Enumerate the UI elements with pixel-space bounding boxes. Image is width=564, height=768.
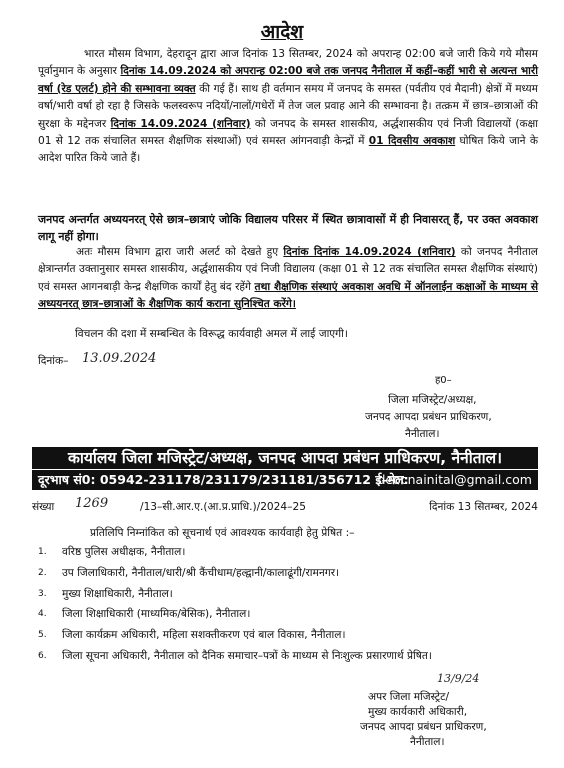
para3-highlight-online: तथा शैक्षणिक संस्थाएं अवकाश अवधि में ऑनलाईन कक्षाओं के माध्यम से अध्ययनरत् छात्र–छात्राओं के शैक्षणिक कार्य कराना सुनिश्चित करेंगे।	[38, 280, 538, 311]
para1-text-a: भारत मौसम विभाग, देहरादून द्वारा आज दिनांक 13 सितम्बर, 2024 को अपरान्ह 02:00 बजे जारी किये गये मौसम पूर्वानुमान के अनुसार	[38, 48, 538, 78]
para3-highlight-date: दिनांक दिनांक 14.09.2024 (शनिवार)	[283, 246, 456, 258]
list-item	[38, 649, 548, 670]
list-item-number: 2.	[38, 567, 47, 578]
sig2-line4: नैनीताल।	[410, 736, 445, 748]
para1-highlight-holiday: 01 दिवसीय अवकाश	[368, 135, 456, 148]
list-item-text: उप जिलाधिकारी, नैनीताल/धारी/श्री कैंचीधाम/हल्द्वानी/कालाढूंगी/रामनगर।	[62, 566, 340, 579]
para1-text-e: को जनपद के समस्त शासकीय, अर्द्धशासकीय एवं निजी विद्यालयों (कक्षा 01 से 12 तक संचालित समस्त शैक्षणिक संस्थाओं) एवं समस्त आंगनवाड़ी केन्द्रों में	[38, 117, 539, 148]
order-title: आदेश	[260, 21, 304, 43]
signature-block-dm	[365, 392, 492, 443]
order-paragraph-1	[38, 46, 538, 168]
list-item	[38, 545, 548, 566]
reference-code: /13–सी.आर.ए.(आ.प्र.प्राधि.)/2024–25	[140, 501, 306, 513]
para1-text-c: की गई हैं। साथ ही वर्तमान समय में जनपद के समस्त (पर्वतीय एवं मैदानी) क्षेत्रों में मध्यम वर्षा/भारी वर्षा हो रहा है जिसके फलस्वरूप नदियों/नालों/गधेरों में तेज जल प्रवाह आने की सम्भावना है। तत्क्रम में छात्र–छात्राओं की सुरक्षा के मद्देनजर	[38, 82, 539, 130]
list-item-number: 6.	[38, 650, 47, 661]
list-item-text: जिला शिक्षाधिकारी (माध्यमिक/बेसिक), नैनीताल।	[62, 608, 251, 621]
sig2-line2: मुख्य कार्यकारी अधिकारी,	[368, 706, 468, 718]
sig1-line1: जिला मजिस्ट्रेट/अध्यक्ष,	[388, 394, 477, 406]
list-item-text: जिला कार्यक्रम अधिकारी, महिला सशक्तीकरण एवं बाल विकास, नैनीताल।	[62, 629, 346, 642]
list-item-number: 3.	[38, 588, 47, 599]
list-item-number: 5.	[38, 630, 47, 641]
contact-email: deocnainital@gmail.com	[377, 472, 532, 487]
signature-block-adm	[360, 690, 487, 750]
list-item-text: वरिष्ठ पुलिस अधीक्षक, नैनीताल।	[62, 546, 186, 558]
order-paragraph-4: विचलन की दशा में सम्बन्धित के विरूद्ध कार्यवाही अमल में लाई जाएगी।	[75, 328, 348, 340]
handwritten-date: 13.09.2024	[82, 351, 157, 366]
contact-bar	[32, 470, 538, 490]
forward-text: प्रतिलिपि निम्नांकित को सूचनार्थ एवं आवश्यक कार्यवाही हेतु प्रेषित :–	[90, 527, 355, 539]
sig1-line2: जनपद आपदा प्रबंधन प्राधिकरण,	[365, 411, 492, 423]
para1-highlight-date: दिनांक 14.09.2024 (शनिवार)	[110, 117, 251, 130]
list-item-text: जिला सूचना अधिकारी, नैनीताल को दैनिक समाचार–पत्रों के माध्यम से निःशुल्क प्रसारणार्थ प्रेषित।	[62, 649, 432, 662]
contact-phone: दूरभाष सं0: 05942-231178/231179/231181/356712 ई–मेल:	[38, 472, 409, 487]
reference-label: संख्या	[32, 501, 55, 513]
handwritten-signature-date: 13/9/24	[437, 672, 480, 685]
sig2-line1: अपर जिला मजिस्ट्रेट/	[368, 691, 450, 703]
list-item-number: 1.	[38, 547, 47, 557]
list-item	[38, 628, 548, 649]
list-item-number: 4.	[38, 609, 47, 620]
para3-text-c: को जनपद नैनीताल क्षेत्रान्तर्गत उक्तानुसार समस्त शासकीय, अर्द्धशासकीय एवं निजी विद्यालय (कक्षा 01 से 12 तक संचालित समस्त शैक्षणिक संस्थाएं) एवं समस्त आगनबाड़ी केन्द्र शैक्षणिक कार्यों हेतु बंद रहेंगे	[38, 246, 538, 293]
sig2-line3: जनपद आपदा प्रबंधन प्राधिकरण,	[360, 721, 487, 733]
order-paragraph-2: जनपद अन्तर्गत अध्ययनरत् ऐसे छात्र–छात्राएं जोकि विद्यालय परिसर में स्थित छात्रावासों में ही निवासरत् हैं, पर उक्त अवकाश लागू नहीं होगा।	[38, 213, 538, 243]
signature-initial: ह0–	[435, 375, 452, 386]
para3-text-a: अतः मौसम विभाग द्वारा जारी अलर्ट को देखते हुए	[76, 246, 279, 258]
list-item	[38, 607, 548, 628]
reference-date: दिनांक 13 सितम्बर, 2024	[429, 501, 538, 513]
para1-highlight-alert: दिनांक 14.09.2024 को अपरान्ह 02:00 बजे तक जनपद नैनीताल में कहीं–कहीं भारी से अत्यन्त भारी वर्षा (रेड एलर्ट) होने की सम्भावना व्यक्त	[38, 65, 538, 95]
order-paragraph-3	[38, 244, 538, 314]
para1-text-g: घोषित किये जाने के आदेश पारित किये जाते हैं।	[38, 135, 539, 165]
sig1-line3: नैनीताल।	[405, 428, 440, 440]
office-banner: कार्यालय जिला मजिस्ट्रेट/अध्यक्ष, जनपद आपदा प्रबंधन प्राधिकरण, नैनीताल।	[32, 447, 538, 469]
handwritten-reference-number: 1269	[75, 496, 109, 511]
list-item	[38, 587, 548, 608]
list-item-text: मुख्य शिक्षाधिकारी, नैनीताल।	[62, 587, 173, 600]
list-item	[38, 566, 548, 587]
recipient-list	[38, 545, 548, 670]
date-label: दिनांक–	[38, 355, 69, 367]
